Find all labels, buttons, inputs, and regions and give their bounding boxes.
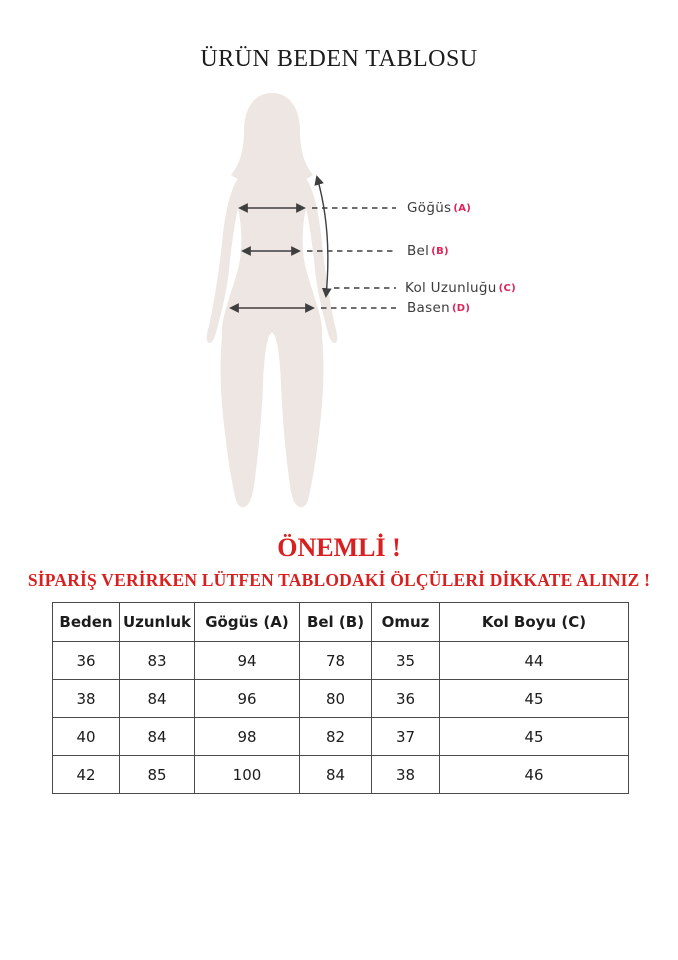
measure-label-chest-text: Göğüs	[407, 200, 452, 216]
cell: 44	[440, 642, 629, 680]
cell: 37	[372, 718, 440, 756]
body-measurement-diagram	[170, 85, 410, 525]
measure-label-waist-text: Bel	[407, 243, 430, 259]
header-kol-boyu: Kol Boyu (C)	[440, 603, 629, 642]
cell: 84	[120, 680, 195, 718]
female-silhouette	[207, 93, 338, 507]
silhouette-body	[207, 166, 338, 507]
cell: 35	[372, 642, 440, 680]
measure-label-sleeve	[405, 280, 516, 298]
size-table	[52, 602, 629, 794]
cell: 80	[300, 680, 372, 718]
cell: 94	[195, 642, 300, 680]
important-heading: ÖNEMLİ !	[277, 533, 401, 562]
table-row	[53, 718, 629, 756]
measure-label-waist-letter: (B)	[431, 246, 449, 257]
cell: 83	[120, 642, 195, 680]
header-uzunluk: Uzunluk	[120, 603, 195, 642]
header-gogus: Gögüs (A)	[195, 603, 300, 642]
cell: 36	[372, 680, 440, 718]
cell: 38	[53, 680, 120, 718]
cell: 85	[120, 756, 195, 794]
cell: 78	[300, 642, 372, 680]
header-beden: Beden	[53, 603, 120, 642]
header-omuz: Omuz	[372, 603, 440, 642]
cell: 96	[195, 680, 300, 718]
cell: 100	[195, 756, 300, 794]
notice-subheading: SİPARİŞ VERİRKEN LÜTFEN TABLODAKİ ÖLÇÜLERİ DİKKATE ALINIZ !	[27, 570, 651, 590]
measure-label-sleeve-letter: (C)	[498, 283, 516, 294]
measure-label-hip-letter: (D)	[451, 303, 471, 314]
cell: 98	[195, 718, 300, 756]
cell: 84	[300, 756, 372, 794]
page-title: ÜRÜN BEDEN TABLOSU	[200, 46, 478, 72]
cell: 82	[300, 718, 372, 756]
measure-label-waist	[407, 243, 449, 261]
measure-label-chest	[407, 200, 471, 218]
table-row	[53, 642, 629, 680]
cell: 45	[440, 680, 629, 718]
table-row	[53, 680, 629, 718]
measure-label-sleeve-text: Kol Uzunluğu	[405, 280, 497, 296]
cell: 36	[53, 642, 120, 680]
cell: 46	[440, 756, 629, 794]
cell: 84	[120, 718, 195, 756]
cell: 42	[53, 756, 120, 794]
measure-label-hip-text: Basen	[407, 300, 450, 316]
measure-label-chest-letter: (A)	[453, 203, 472, 214]
table-row	[53, 756, 629, 794]
cell: 38	[372, 756, 440, 794]
header-bel: Bel (B)	[300, 603, 372, 642]
measure-label-hip	[407, 300, 470, 318]
cell: 45	[440, 718, 629, 756]
size-table-header-row	[53, 603, 629, 642]
cell: 40	[53, 718, 120, 756]
